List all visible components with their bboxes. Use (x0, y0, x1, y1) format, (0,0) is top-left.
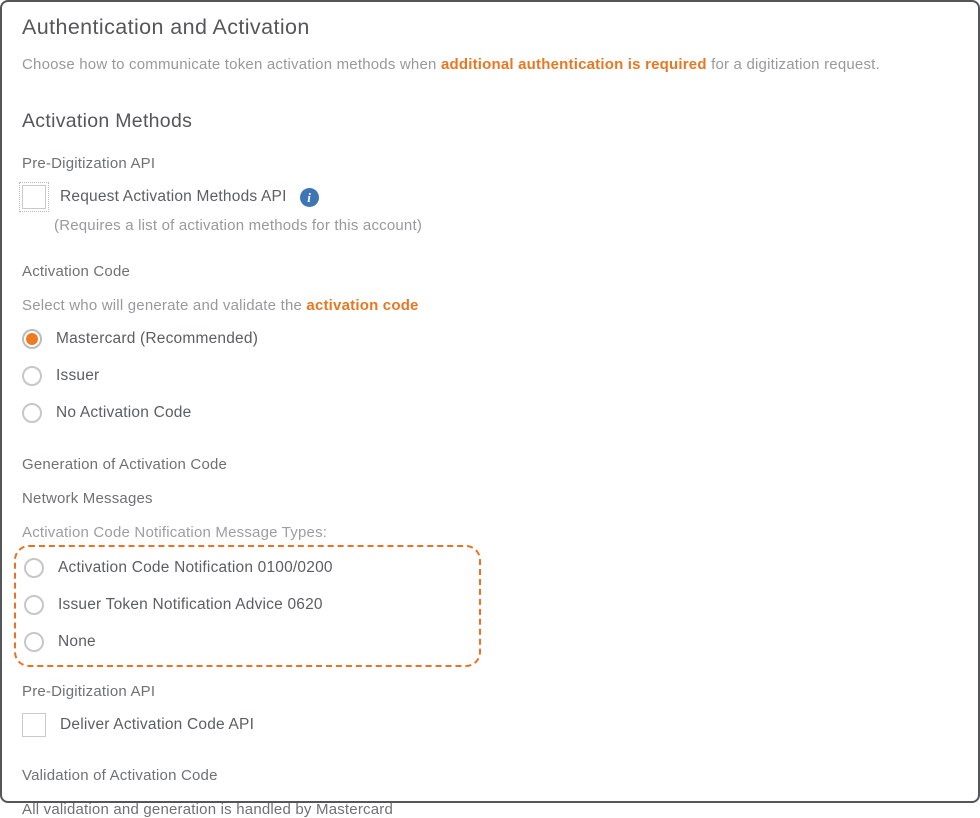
request-activation-methods-checkbox[interactable] (22, 185, 46, 209)
no-activation-code-radio-label: No Activation Code (56, 404, 192, 421)
advice-0620-radio[interactable] (24, 595, 44, 615)
message-types-highlight-box (14, 545, 481, 667)
request-activation-methods-label: Request Activation Methods API (60, 188, 287, 205)
validation-note: All validation and generation is handled by Mastercard (22, 801, 394, 818)
mastercard-radio-label: Mastercard (Recommended) (56, 330, 259, 347)
deliver-activation-code-checkbox[interactable] (22, 713, 46, 737)
notification-0100-0200-radio[interactable] (24, 558, 44, 578)
page-title: Authentication and Activation (22, 15, 310, 39)
radio-row-none (24, 632, 479, 652)
subtitle-text: Choose how to communicate token activation methods when (22, 56, 441, 73)
request-activation-methods-row (22, 185, 958, 209)
radio-row-advice-0620 (24, 595, 479, 615)
radio-row-no-activation-code (22, 403, 958, 423)
deliver-activation-code-label: Deliver Activation Code API (60, 716, 255, 733)
radio-row-notification-0100-0200 (24, 558, 479, 578)
network-messages-label: Network Messages (22, 490, 153, 507)
request-activation-methods-note: (Requires a list of activation methods for this account) (54, 217, 423, 234)
radio-row-mastercard (22, 329, 958, 349)
activation-code-instruction (22, 297, 958, 314)
issuer-radio-label: Issuer (56, 367, 100, 384)
generation-label: Generation of Activation Code (22, 456, 228, 473)
section-heading-activation-methods: Activation Methods (22, 110, 193, 132)
none-radio[interactable] (24, 632, 44, 652)
validation-label: Validation of Activation Code (22, 767, 218, 784)
mastercard-radio[interactable] (22, 329, 42, 349)
message-types-label: Activation Code Notification Message Types: (22, 524, 328, 541)
notification-0100-0200-label: Activation Code Notification 0100/0200 (58, 559, 333, 576)
issuer-radio[interactable] (22, 366, 42, 386)
deliver-activation-code-row (22, 713, 958, 737)
pre-digitization-api-label-2: Pre-Digitization API (22, 683, 156, 700)
page-subtitle (22, 56, 958, 73)
radio-row-issuer (22, 366, 958, 386)
instruction-highlight: activation code (306, 297, 419, 314)
instruction-text: Select who will generate and validate the (22, 297, 307, 314)
activation-code-label: Activation Code (22, 263, 131, 280)
subtitle-text-end: for a digitization request. (706, 56, 880, 73)
subtitle-highlight: additional authentication is required (440, 56, 707, 73)
none-label: None (58, 633, 96, 650)
info-icon[interactable]: i (300, 188, 319, 207)
advice-0620-label: Issuer Token Notification Advice 0620 (58, 596, 323, 613)
no-activation-code-radio[interactable] (22, 403, 42, 423)
pre-digitization-api-label: Pre-Digitization API (22, 155, 156, 172)
